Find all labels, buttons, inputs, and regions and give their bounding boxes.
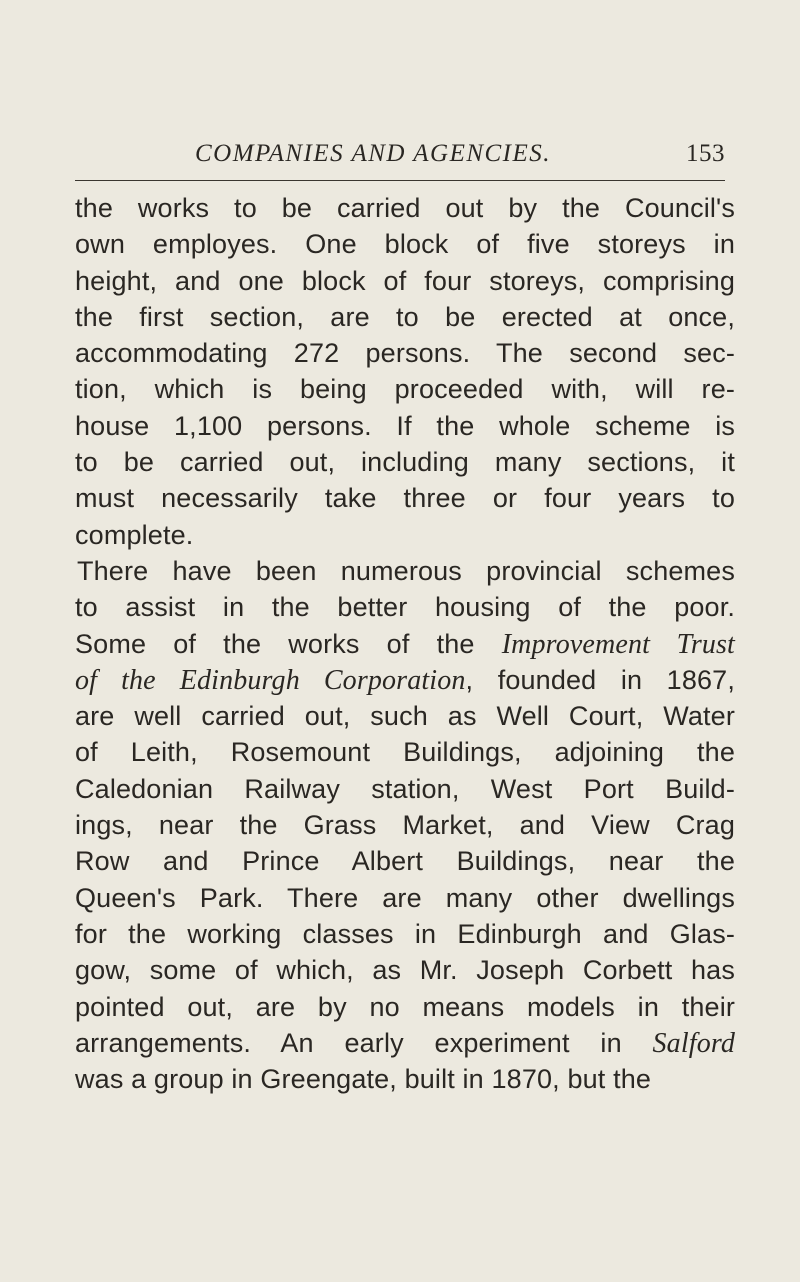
text-segment: Caledonian Railway station, West Port Build- <box>75 773 735 804</box>
italic-text: of the Edinburgh Corporation <box>75 664 466 696</box>
text-segment: Row and Prince Albert Buildings, near the <box>75 846 735 877</box>
text-line <box>75 589 735 625</box>
text-line <box>75 734 735 770</box>
text-segment: Some of the works of the <box>75 628 502 659</box>
text-segment: own employes. One block of five storeys in <box>75 229 735 260</box>
text-segment: must necessarily take three or four years to <box>75 483 735 514</box>
text-segment: complete. <box>75 519 194 550</box>
text-segment: Queen's Park. There are many other dwellings <box>75 882 735 913</box>
text-segment: the works to be carried out by the Council's <box>75 193 735 223</box>
text-segment: pointed out, are by no means models in their <box>75 991 735 1022</box>
text-segment: arrangements. An early experiment in <box>75 1027 653 1058</box>
running-head <box>75 140 725 180</box>
text-line <box>75 263 735 299</box>
text-segment: to be carried out, including many sections, it <box>75 447 735 478</box>
text-line <box>75 299 735 335</box>
text-segment: gow, some of which, as Mr. Joseph Corbett has <box>75 955 735 986</box>
text-line <box>75 371 735 407</box>
text-segment: , founded in 1867, <box>465 664 735 695</box>
text-line <box>75 1061 735 1097</box>
text-line <box>75 626 735 662</box>
text-line <box>75 989 735 1025</box>
text-line <box>75 444 735 480</box>
text-segment: for the working classes in Edinburgh and Glas- <box>75 918 735 949</box>
text-line <box>75 480 735 516</box>
text-line <box>75 517 735 553</box>
text-line <box>75 771 735 807</box>
text-line <box>75 553 735 589</box>
text-line <box>75 916 735 952</box>
text-segment: house 1,100 persons. If the whole scheme is <box>75 410 735 441</box>
text-segment: was a group in Greengate, built in 1870, but the <box>75 1064 652 1095</box>
page-number: 153 <box>686 140 725 167</box>
text-segment: accommodating 272 persons. The second sec- <box>75 338 735 369</box>
text-segment: to assist in the better housing of the poor. <box>75 592 735 623</box>
text-line <box>75 843 735 879</box>
running-title: COMPANIES AND AGENCIES. <box>195 140 552 167</box>
text-segment: tion, which is being proceeded with, will re- <box>75 374 735 405</box>
text-line <box>75 880 735 916</box>
body-text <box>75 190 735 1097</box>
header-rule <box>75 180 725 181</box>
text-line <box>75 335 735 371</box>
text-line <box>75 952 735 988</box>
text-segment: There have been numerous provincial schemes <box>77 555 735 586</box>
text-line <box>75 226 735 262</box>
text-line <box>75 408 735 444</box>
text-segment: ings, near the Grass Market, and View Crag <box>75 810 735 841</box>
text-line <box>75 662 735 698</box>
text-line <box>75 698 735 734</box>
text-segment: the first section, are to be erected at once, <box>75 301 735 332</box>
text-line <box>75 190 735 226</box>
text-line <box>75 807 735 843</box>
text-segment: are well carried out, such as Well Court, Water <box>75 701 735 732</box>
text-segment: height, and one block of four storeys, comprising <box>75 265 735 296</box>
text-line <box>75 1025 735 1061</box>
text-segment: of Leith, Rosemount Buildings, adjoining the <box>75 737 735 768</box>
italic-text: Salford <box>652 1027 735 1059</box>
italic-text: Improvement Trust <box>501 628 735 660</box>
